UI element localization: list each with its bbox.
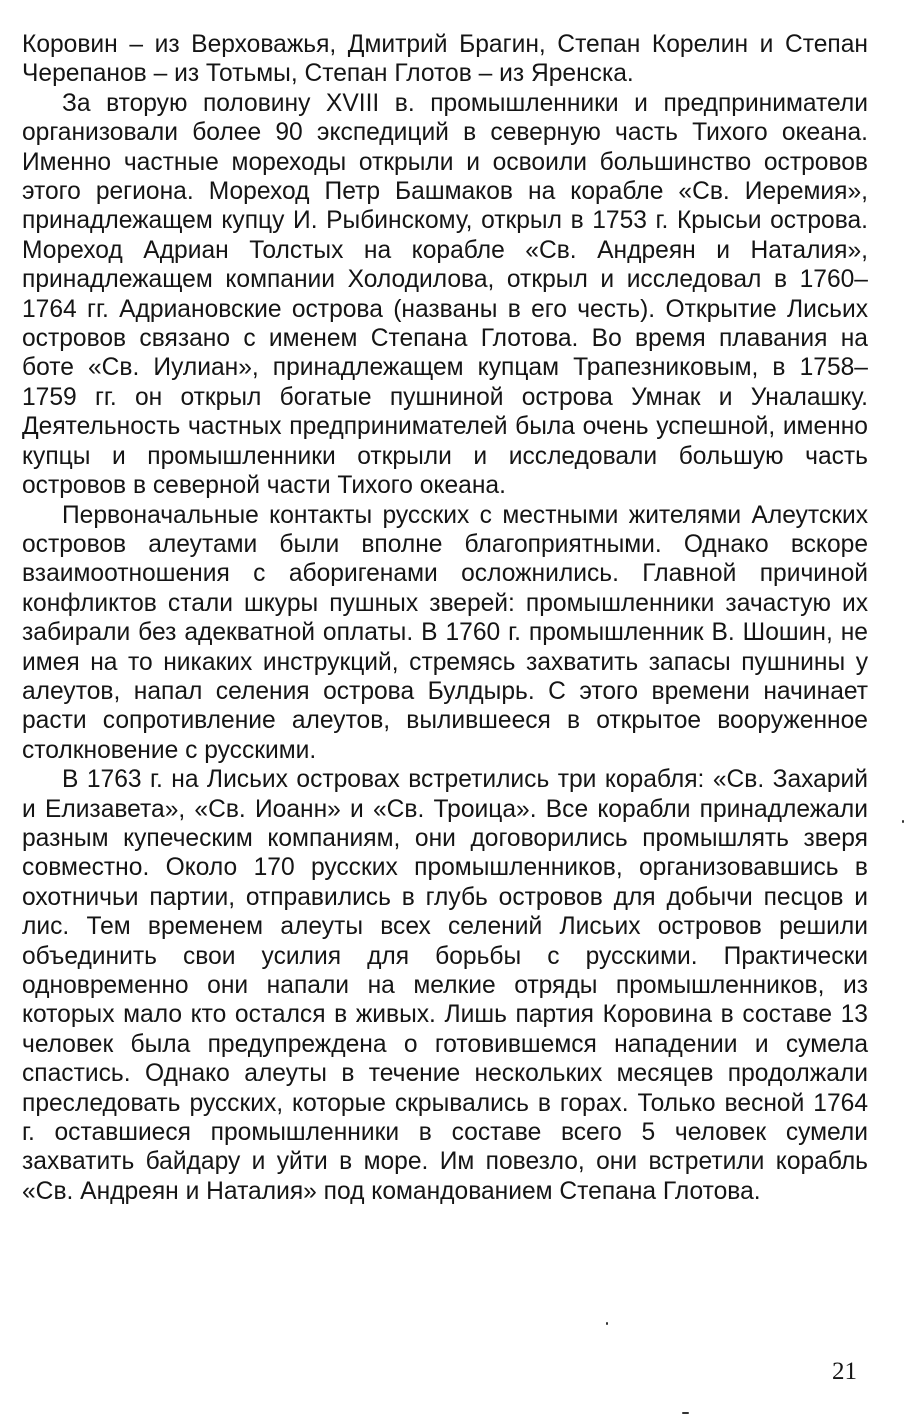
scan-speck-decoration [682,1412,689,1414]
paragraph-continuation: Коровин – из Верховажья, Дмитрий Брагин, Степан Корелин и Степан Черепанов – из Тотьмы, Степан Глотов – из Яренска. [22,31,868,88]
paragraph-contacts: Первоначальные контакты русских с местными жителями Алеутских островов алеутами были вполне благоприятными. Однако вскоре взаимоотношения с аборигенами осложнились. Главной причиной конфликтов стали шкуры пушных зверей: промышленники зачастую их забирали без адекватной оплаты. В 1760 г. промышленник В. Шошин, не имея на то никаких инструкций, стремясь захватить запасы пушнины у алеутов, напал селения острова Булдырь. С этого времени начинает расти сопротивление алеутов, вылившееся в открытое вооруженное столкновение с русскими. [22,501,868,764]
page-number: 21 [832,1358,857,1385]
scan-speck-decoration [902,820,904,823]
paragraph-uprising: В 1763 г. на Лисьих островах встретились три корабля: «Св. Захарий и Елизавета», «Св. Иоанн» и «Св. Троица». Все корабли принадлежали разным купеческим компаниям, они договорились промышлять зверя совместно. Около 170 русских промышленников, организовавшись в охотничьи партии, отправились в глубь островов для добычи песцов и лис. Тем временем алеуты всех селений Лисьих островов решили объединить свои усилия для борьбы с русскими. Практически одновременно они напали на мелкие отряды промышленников, из которых мало кто остался в живых. Лишь партия Коровина в составе 13 человек была предупреждена о готовившемся нападении и сумела спастись. Однако алеуты в течение нескольких месяцев продолжали преследовать русских, которые скрывались в горах. Только весной 1764 г. оставшиеся промышленники в составе всего 5 человек сумели захватить байдару и уйти в море. Им повезло, они встретили корабль «Св. Андреян и Наталия» под командованием Степана Глотова. [22,766,868,1205]
page-text [22,30,868,1206]
paragraph-expeditions: За вторую половину XVIII в. промышленники и предприниматели организовали более 90 экспедиций в северную часть Тихого океана. Именно частные мореходы открыли и освоили большинство островов этого региона. Мореход Петр Башмаков на корабле «Св. Иеремия», принадлежащем купцу И. Рыбинскому, открыл в 1753 г. Крысьи острова. Мореход Адриан Толстых на корабле «Св. Андреян и Наталия», принадлежащем компании Холодилова, открыл и исследовал в 1760–1764 гг. Адриановские острова (названы в его честь). Открытие Лисьих островов связано с именем Степана Глотова. Во время плавания на боте «Св. Иулиан», принадлежащем купцам Трапезниковым, в 1758–1759 гг. он открыл богатые пушниной острова Умнак и Уналашку. Деятельность частных предпринимателей была очень успешной, именно купцы и промышленники открыли и исследовали большую часть островов в северной части Тихого океана. [22,89,868,500]
scan-speck-decoration [606,1322,608,1325]
